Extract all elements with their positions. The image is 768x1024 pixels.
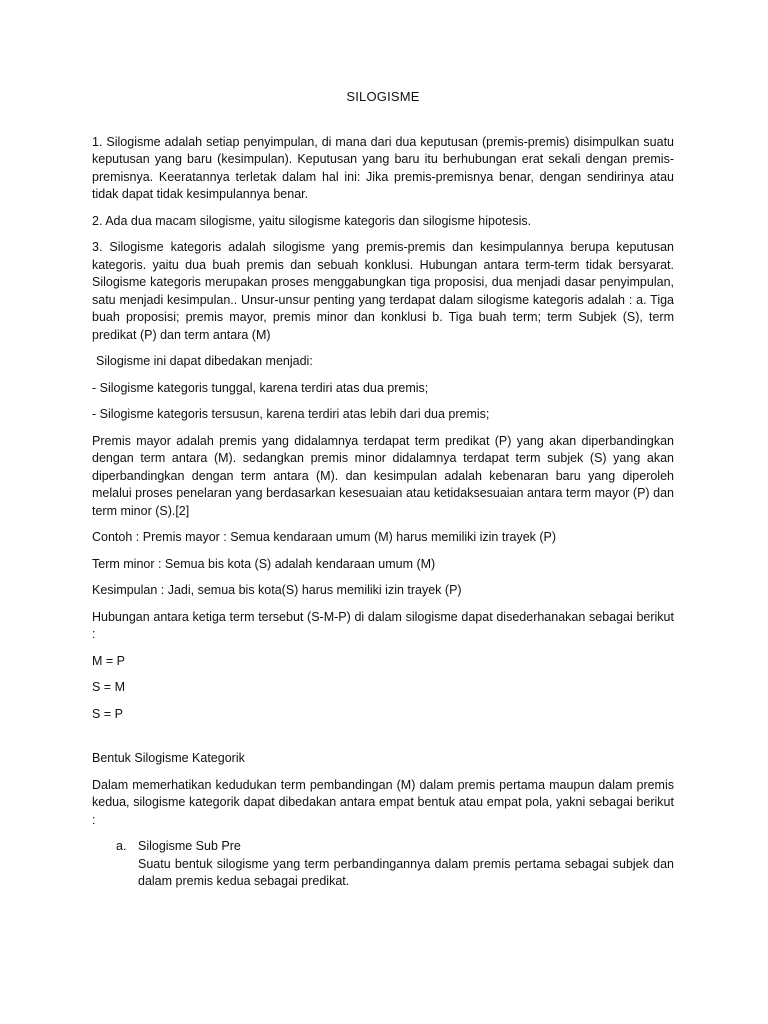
list-item: [92, 838, 674, 891]
paragraph-categorical: 3. Silogisme kategoris adalah silogisme yang premis-premis dan kesimpulannya berupa keputusan kategoris. yaitu dua buah premis dan sebuah konklusi. Hubungan antara term-term tidak bersyarat. Silogisme kategoris merupakan proses menggabungkan tiga proposisi, dua menjadi dasar penyimpulan, satu menjadi kesimpulan.. Unsur-unsur penting yang terdapat dalam silogisme kategoris adalah : a. Tiga buah proposisi; premis mayor, premis minor dan konklusi b. Tiga buah term; term Subjek (S), term predikat (P) dan term antara (M): [92, 240, 674, 342]
paragraph-example-major: Contoh : Premis mayor : Semua kendaraan umum (M) harus memiliki izin trayek (P): [92, 530, 557, 544]
section-heading: Bentuk Silogisme Kategorik: [92, 751, 245, 765]
document-content: [92, 88, 674, 891]
formula-s-m: S = M: [92, 680, 125, 694]
formula-s-p: S = P: [92, 706, 123, 721]
paragraph-definition: 1. Silogisme adalah setiap penyimpulan, di mana dari dua keputusan (premis-premis) disimpulkan suatu keputusan yang baru (kesimpulan). Keputusan yang baru itu berhubungan erat sekali dengan premis-premisnya. Keeratannya terletak dalam hal ini: Jika premis-premisnya benar, dengan sendirinya atau tidak dapat tidak kesimpulannya benar.: [92, 134, 674, 201]
paragraph-premises: Premis mayor adalah premis yang didalamnya terdapat term predikat (P) yang akan diperbandingkan dengan term antara (M). sedangkan premis minor didalamnya terdapat term subjek (S) yang akan diperbandingkan dengan term antara (M). dan kesimpulan adalah kebenaran baru yang diperoleh melalui proses penelaran yang berdasarkan kesesuaian atau ketidaksesuaian antara term mayor (P) dan term minor (S).[2]: [92, 433, 674, 518]
form-list: [92, 838, 674, 891]
paragraph-example-conclusion: Kesimpulan : Jadi, semua bis kota(S) harus memiliki izin trayek (P): [92, 583, 462, 597]
paragraph-example-minor: Term minor : Semua bis kota (S) adalah kendaraan umum (M): [92, 556, 436, 571]
paragraph-relation: Hubungan antara ketiga term tersebut (S-M-P) di dalam silogisme dapat disederhanakan sebagai berikut :: [92, 609, 674, 641]
list-marker: a.: [116, 839, 127, 853]
page-title: SILOGISME: [346, 89, 420, 104]
formula-m-p: M = P: [92, 653, 125, 668]
paragraph-distinction: Silogisme ini dapat dibedakan menjadi:: [96, 354, 313, 368]
list-item-heading: Silogisme Sub Pre: [138, 839, 241, 853]
paragraph-forms: Dalam memerhatikan kedudukan term pembandingan (M) dalam premis pertama maupun dalam premis kedua, silogisme kategorik dapat dibedakan antara empat bentuk atau empat pola, yakni sebagai berikut :: [92, 777, 674, 827]
paragraph-types: 2. Ada dua macam silogisme, yaitu silogisme kategoris dan silogisme hipotesis.: [92, 213, 532, 228]
spacer: [92, 732, 674, 750]
paragraph-single: - Silogisme kategoris tunggal, karena terdiri atas dua premis;: [92, 380, 429, 395]
list-item-text: Suatu bentuk silogisme yang term perbandingannya dalam premis pertama sebagai subjek dan dalam premis kedua sebagai predikat.: [138, 856, 674, 888]
paragraph-compound: - Silogisme kategoris tersusun, karena terdiri atas lebih dari dua premis;: [92, 407, 490, 421]
